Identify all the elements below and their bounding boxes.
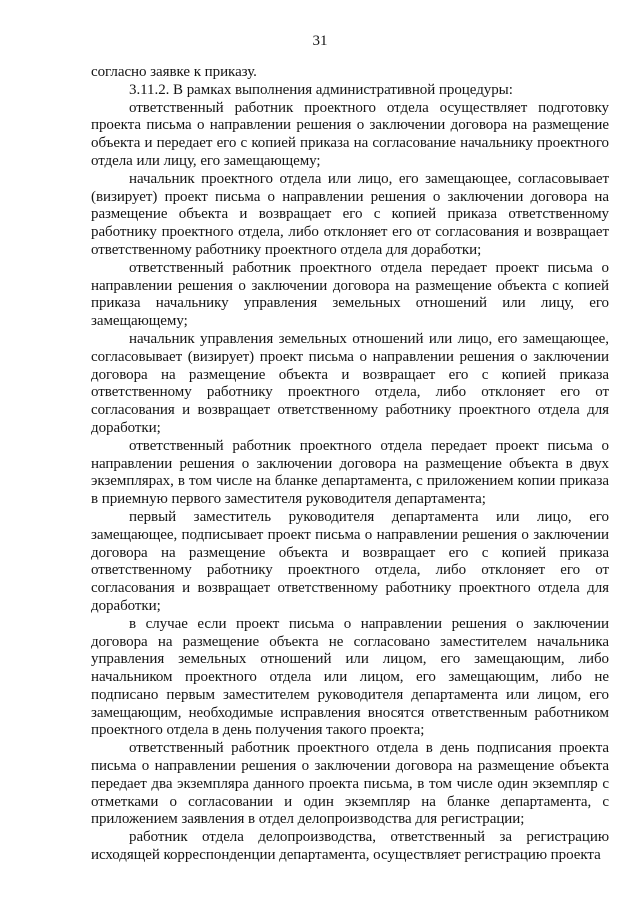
paragraph: ответственный работник проектного отдела передает проект письма о направлении решения о заключении договора на размещение объекта с копией приказа начальнику управления земельных отношений или лицу, его замещающему;	[91, 259, 609, 330]
page-number: 31	[312, 33, 328, 49]
paragraph-section-heading: 3.11.2. В рамках выполнения административной процедуры:	[129, 81, 513, 98]
paragraph: ответственный работник проектного отдела осуществляет подготовку проекта письма о направлении решения о заключении договора на размещение объекта и передает его с копией приказа на согласование начальнику проектного отдела или лицу, его замещающему;	[91, 99, 609, 169]
paragraph: начальник управления земельных отношений или лицо, его замещающее, согласовывает (визирует) проект письма о направлении решения о заключении договора на размещение объекта и возвращает его с копией приказа ответственному работнику проектного отдела, либо отклоняет его от согласования и возвращает ответственному работнику проектного отдела для доработки;	[91, 330, 609, 436]
paragraph: ответственный работник проектного отдела в день подписания проекта письма о направлении решения о заключении договора на размещение объекта передает два экземпляра данного проекта письма, в том числе один экземпляр с отметками о согласовании и один экземпляр на бланке департамента, с приложением заявления в отдел делопроизводства для регистрации;	[91, 740, 609, 828]
paragraph: ответственный работник проектного отдела передает проект письма о направлении решения о заключении договора на размещение объекта в двух экземплярах, в том числе на бланке департамента, с приложением копии приказа в приемную первого заместителя руководителя департамента;	[91, 437, 609, 508]
document-body	[91, 64, 609, 865]
paragraph-continuation: согласно заявке к приказу.	[91, 64, 257, 80]
paragraph: начальник проектного отдела или лицо, его замещающее, согласовывает (визирует) проект письма о направлении решения о заключении договора на размещение объекта и возвращает его с копией приказа ответственному работнику проектного отдела, либо отклоняет его от согласования и возвращает ответственному работнику проектного отдела для доработки;	[91, 170, 609, 258]
paragraph: работник отдела делопроизводства, ответственный за регистрацию исходящей корреспонденции департамента, осуществляет регистрацию проекта	[91, 829, 609, 864]
paragraph: первый заместитель руководителя департамента или лицо, его замещающее, подписывает проект письма о направлении решения о заключении договора на размещение объекта и возвращает его с копией приказа ответственному работнику проектного отдела, либо отклоняет его от согласования и возвращает ответственному работнику проектного отдела для доработки;	[91, 508, 609, 614]
paragraph: в случае если проект письма о направлении решения о заключении договора на размещение объекта не согласовано заместителем начальника управления земельных отношений или лицом, его замещающим, либо начальником проектного отдела или лицом, его замещающим, либо не подписано первым заместителем руководителя департамента или лицом, его замещающим, необходимые исправления вносятся ответственным работником проектного отдела в день получения такого проекта;	[91, 615, 609, 739]
